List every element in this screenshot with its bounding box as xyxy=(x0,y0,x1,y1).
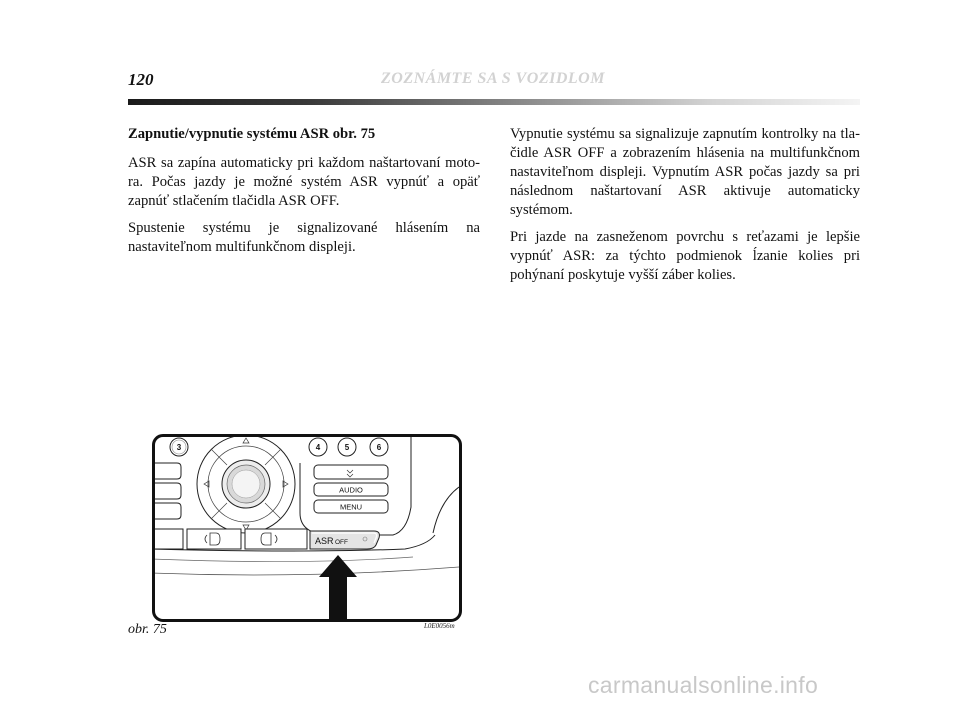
paragraph: Vypnutie systému sa signalizuje zapnutím kontrolky na tlačidle ASR OFF a zobrazením hlásenia na multifunkčnom nastaviteľnom displeji. Vypnutím ASR počas jazdy sa pri následnom naštartovaní ASR aktivuje automaticky systémom. xyxy=(510,126,860,218)
asr-off-label: OFF xyxy=(335,539,348,546)
audio-label: AUDIO xyxy=(339,485,363,495)
fog-light-button xyxy=(187,529,241,549)
audio-button xyxy=(314,483,388,496)
paragraph: ASR sa zapína automaticky pri každom naštartovaní motora. Počas jazdy je možné systém ASR vypnúť a opäť zapnúť stlačením tlačidla ASR OFF. xyxy=(128,155,480,209)
preset-4-label: 4 xyxy=(315,443,321,452)
figure-asr-button xyxy=(152,434,462,622)
seek-button xyxy=(314,465,388,479)
right-column xyxy=(510,125,860,293)
preset-3-label: 3 xyxy=(176,443,182,452)
menu-label: MENU xyxy=(339,502,363,512)
running-title: ZOZNÁMTE SA S VOZIDLOM xyxy=(381,70,605,87)
preset-button-5 xyxy=(338,438,356,456)
asr-off-button xyxy=(310,531,379,549)
figure-code: L0E0056m xyxy=(424,622,455,630)
lower-button-row xyxy=(155,529,307,549)
left-column xyxy=(128,125,480,265)
figure-caption: obr. 75 xyxy=(128,622,167,637)
header-rule xyxy=(128,99,860,105)
preset-6-label: 6 xyxy=(376,443,382,452)
asr-label: ASR xyxy=(315,536,334,546)
preset-button-4 xyxy=(309,438,327,456)
rear-fog-button xyxy=(245,529,307,549)
left-side-buttons xyxy=(155,463,181,519)
preset-button-3 xyxy=(170,438,188,456)
console-curve-inner xyxy=(155,557,413,562)
rotary-knob xyxy=(197,437,295,533)
menu-button xyxy=(314,500,388,513)
console-edge xyxy=(433,487,459,533)
preset-5-label: 5 xyxy=(344,443,350,452)
paragraph: Spustenie systému je signalizované hlásením na nastaviteľnom multifunkčnom displeji. xyxy=(128,220,480,255)
pointer-arrow xyxy=(319,555,357,619)
page-number: 120 xyxy=(128,70,154,89)
preset-button-6 xyxy=(370,438,388,456)
console-curve-lower xyxy=(155,567,459,575)
paragraph: Pri jazde na zasneženom povrchu s reťazami je lepšie vypnúť ASR: za týchto podmienok ĺzanie kolies pri pohýnaní poskytuje vyšší záber kolies. xyxy=(510,229,860,283)
watermark: carmanualsonline.info xyxy=(588,672,819,698)
dashboard-illustration xyxy=(155,437,459,619)
section-heading: Zapnutie/vypnutie systému ASR obr. 75 xyxy=(128,126,376,142)
